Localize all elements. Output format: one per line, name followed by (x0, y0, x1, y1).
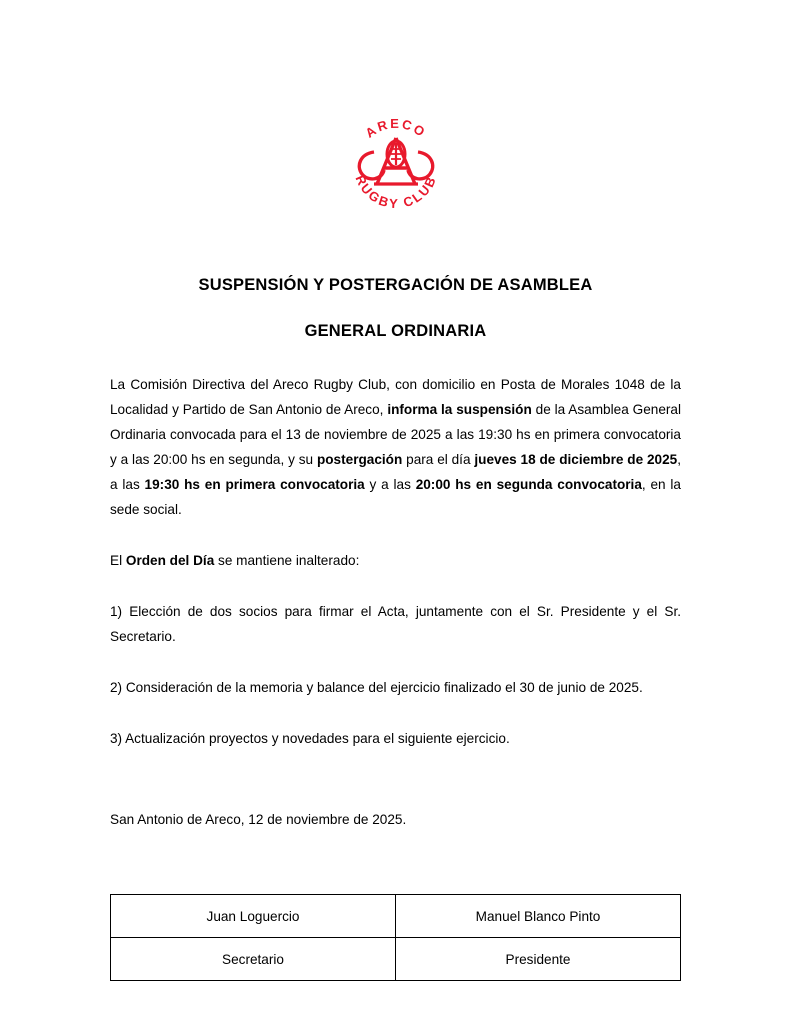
logo-container (110, 0, 681, 228)
svg-text:ARECO: ARECO (362, 115, 429, 141)
areco-rugby-club-logo-icon (344, 92, 448, 228)
svg-text:RUGBY CLUB: RUGBY CLUB (351, 172, 440, 212)
announcement-bold-1: informa la suspensión (387, 402, 532, 417)
paragraph-agenda-intro (110, 548, 681, 573)
agenda-item-1: 1) Elección de dos socios para firmar el Acta, juntamente con el Sr. Presidente y el Sr. Secretario. (110, 604, 681, 644)
announcement-text-4: , a las (110, 452, 682, 492)
page-subtitle: GENERAL ORDINARIA (304, 322, 487, 340)
announcement-bold-2: postergación (316, 452, 403, 467)
signatory-role-secretary: Secretario (111, 938, 396, 981)
signatory-name-secretary: Juan Loguercio (111, 895, 396, 938)
signature-table (110, 894, 681, 981)
table-row (111, 938, 681, 981)
announcement-text-6: , en la sede social. (110, 477, 681, 517)
announcement-bold-4: 19:30 hs en primera convocatoria (144, 477, 365, 492)
announcement-text-2: de la Asamblea General Ordinaria convocada para el 13 de noviembre de 2025 a las 19:30 hs en primera convocatoria y a las 20:00 hs en segunda, y su (110, 402, 681, 467)
place-and-date: San Antonio de Areco, 12 de noviembre de 2025. (110, 812, 407, 827)
agenda-item-3: 3) Actualización proyectos y novedades para el siguiente ejercicio. (110, 731, 510, 746)
paragraph-announcement (110, 372, 681, 522)
signatory-role-president: Presidente (396, 938, 681, 981)
announcement-text-3: para el día (402, 452, 475, 467)
agenda-intro-text-2: se mantiene inalterado: (214, 553, 360, 568)
signatory-name-president: Manuel Blanco Pinto (396, 895, 681, 938)
agenda-intro-bold: Orden del Día (125, 553, 215, 568)
announcement-text-5: y a las (364, 477, 416, 492)
agenda-intro-text-1: El (110, 553, 126, 568)
agenda-item-2: 2) Consideración de la memoria y balance del ejercicio finalizado el 30 de junio de 2025. (110, 680, 643, 695)
announcement-bold-3: jueves 18 de diciembre de 2025 (474, 452, 678, 467)
table-row (111, 895, 681, 938)
page-title: SUSPENSIÓN Y POSTERGACIÓN DE ASAMBLEA (198, 276, 593, 294)
announcement-bold-5: 20:00 hs en segunda convocatoria (415, 477, 642, 492)
announcement-text-1: La Comisión Directiva del Areco Rugby Club, con domicilio en Posta de Morales 1048 de la Localidad y Partido de San Antonio de Areco, (110, 377, 681, 417)
